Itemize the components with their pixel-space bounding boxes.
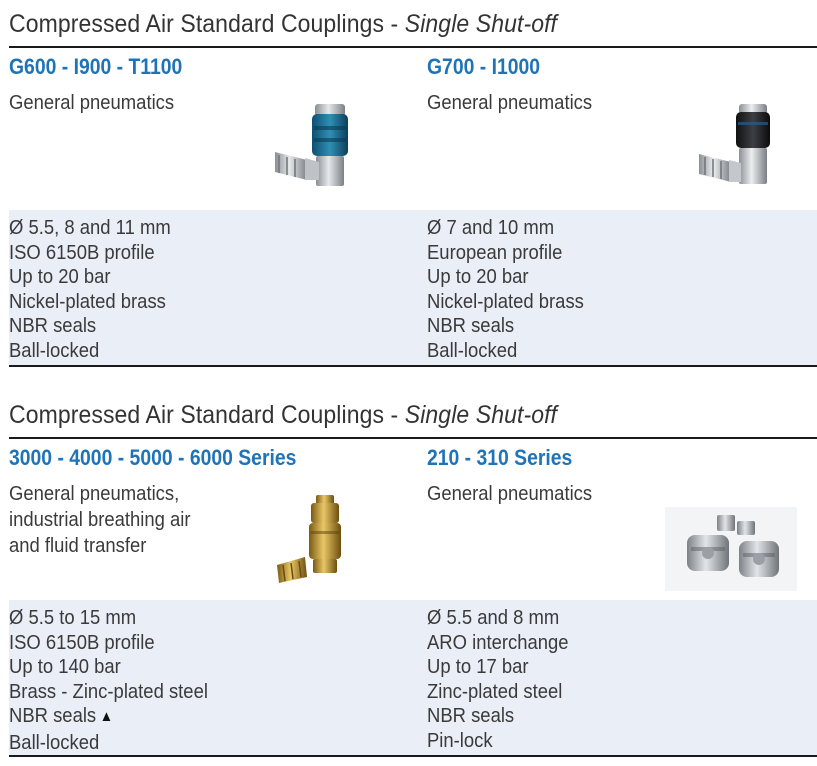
spec-list-right [427,606,584,754]
section-title: Compressed Air Standard Couplings - Single Shut-off [9,401,558,429]
series-name: G700 - I1000 [427,54,541,79]
section-title: Compressed Air Standard Couplings - Single Shut-off [9,10,558,38]
section-title-sub: Single Shut-off [404,401,558,429]
product-g600-i900-t1100 [9,52,409,214]
specifications-bottom-rule [9,755,817,757]
spec-seals: NBR seals [427,314,515,338]
spec-material: Brass - Zinc-plated steel [9,679,208,703]
spec-profile: ISO 6150B profile [9,630,155,654]
application-text: General pneumatics [427,482,593,505]
specifications-band [9,600,817,756]
spec-locking: Ball-locked [427,338,518,362]
spec-pressure: Up to 140 bar [9,655,121,679]
warning-triangle-icon: ▲ [99,708,114,726]
spec-material: Nickel-plated brass [427,289,584,313]
series-name: 210 - 310 Series [427,445,573,470]
specifications-band [9,210,817,366]
series-name: G600 - I900 - T1100 [9,54,183,79]
spec-diameter: Ø 5.5 and 8 mm [427,606,560,629]
black-coupling-with-plug-image [689,100,784,201]
spec-list-left [9,216,189,364]
spec-diameter: Ø 7 and 10 mm [427,216,555,239]
blue-coupling-with-plug-image [267,100,362,201]
section-title-sub: Single Shut-off [404,10,558,38]
spec-pressure: Up to 17 bar [427,655,529,679]
spec-seals: NBR seals ▲ [9,704,114,728]
spec-diameter: Ø 5.5 to 15 mm [9,606,137,629]
spec-material: Nickel-plated brass [9,289,166,313]
spec-profile: ARO interchange [427,630,569,654]
spec-profile: European profile [427,240,563,264]
spec-material: Zinc-plated steel [427,679,563,703]
spec-list-right [427,216,601,364]
spec-diameter: Ø 5.5, 8 and 11 mm [9,216,171,239]
spec-profile: ISO 6150B profile [9,240,155,264]
application-text: General pneumatics [427,91,593,114]
spec-list-left [9,606,230,756]
spec-seals: NBR seals [427,704,515,728]
product-g700-i1000 [427,52,817,214]
brass-coupling-with-hose-tail-image [271,491,366,596]
spec-pressure: Up to 20 bar [9,265,111,289]
section-title-rule [9,437,817,439]
spec-pressure: Up to 20 bar [427,265,529,289]
section-title-rule [9,46,817,48]
application-text: General pneumatics, industrial breathing air and fluid transfer [9,482,191,557]
spec-locking: Ball-locked [9,338,100,362]
product-3000-6000-series [9,443,409,605]
product-210-310-series [427,443,817,605]
series-name: 3000 - 4000 - 5000 - 6000 Series [9,445,297,470]
spec-locking: Ball-locked [9,730,100,754]
spec-seals: NBR seals [9,314,97,338]
specifications-bottom-rule [9,365,817,367]
application-text: General pneumatics [9,91,175,114]
zinc-couplings-pair-image [665,507,797,596]
spec-locking: Pin-lock [427,728,493,752]
